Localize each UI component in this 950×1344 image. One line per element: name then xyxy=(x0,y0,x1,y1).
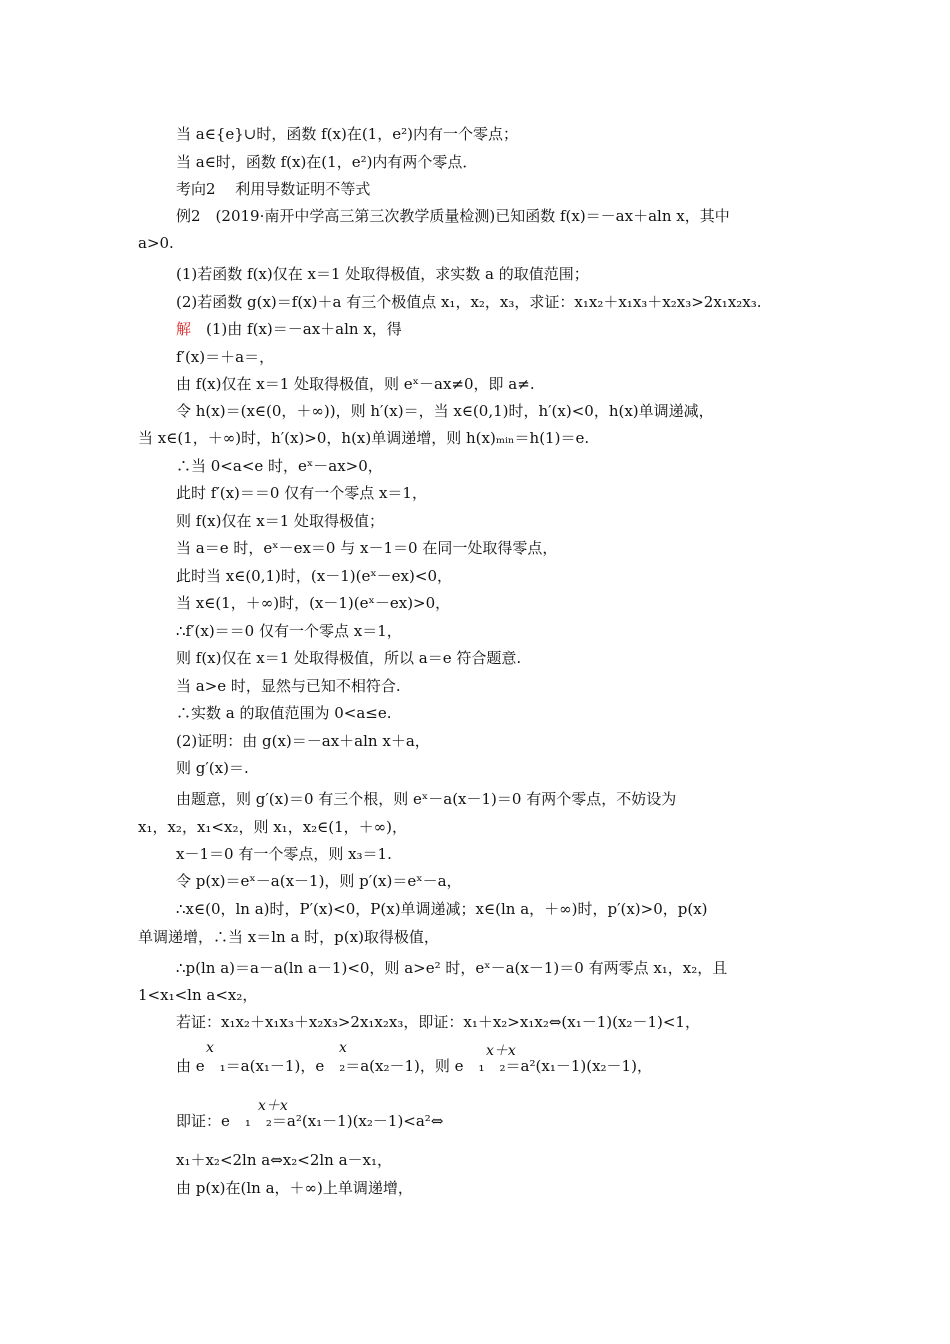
text-line: 令 p(x)＝eˣ－a(x－1)，则 p′(x)＝eˣ－a， xyxy=(176,872,462,890)
example-title: 例2 (2019·南开中学高三第三次教学质量检测)已知函数 f(x)＝－ax＋aln x，其中 xyxy=(176,207,730,225)
text-line: 则 f(x)仅在 x＝1 处取得极值，所以 a＝e 符合题意. xyxy=(176,649,522,667)
solution-text: (1)由 f(x)＝－ax＋aln x，得 xyxy=(206,320,402,338)
text-line: a>0. xyxy=(138,234,174,252)
exponent-x-plus-x: x＋x xyxy=(486,1043,516,1059)
question-1: (1)若函数 f(x)仅在 x＝1 处取得极值，求实数 a 的取值范围； xyxy=(176,265,589,283)
text-line: 此时 f′(x)＝＝0 仅有一个零点 x＝1， xyxy=(176,484,427,502)
text-line: x－1＝0 有一个零点，则 x₃＝1. xyxy=(176,845,392,863)
text-line: 当 x∈(1，＋∞)时，(x－1)(eˣ－ex)>0， xyxy=(176,594,451,612)
question-2: (2)若函数 g(x)＝f(x)＋a 有三个极值点 x₁，x₂，x₃，求证：x₁x₂＋x₁x₃＋x₂x₃>2x₁x₂x₃. xyxy=(176,293,762,311)
text-line: 1<x₁<ln a<x₂， xyxy=(138,986,258,1004)
text-line: 则 g′(x)＝. xyxy=(176,759,249,777)
text-line: 由 p(x)在(ln a，＋∞)上单调递增， xyxy=(176,1179,413,1197)
text-line: f′(x)＝＋a＝， xyxy=(176,348,275,366)
text-line: 当 a>e 时，显然与已知不相符合. xyxy=(176,677,401,695)
text-line: ∴当 0<a<e 时，eˣ－ax>0， xyxy=(176,457,383,475)
text-line: 此时当 x∈(0,1)时，(x－1)(eˣ－ex)<0， xyxy=(176,567,452,585)
text-line: 当 x∈(1，＋∞)时，h′(x)>0，h(x)单调递增，则 h(x)ₘᵢₙ＝h(1)＝e. xyxy=(138,429,590,447)
text-line: 由 e ₁＝a(x₁－1)，e ₂＝a(x₂－1)，则 e ₁ ₂＝a²(x₁－1)(x₂－1)， xyxy=(176,1057,652,1075)
exponent-x: x xyxy=(339,1040,347,1056)
exponent-x: x xyxy=(206,1040,214,1056)
text-line: x₁，x₂，x₁<x₂，则 x₁，x₂∈(1，＋∞)， xyxy=(138,818,408,836)
text-line: 当 a∈时，函数 f(x)在(1，e²)内有两个零点． xyxy=(176,153,478,171)
text-line: x₁＋x₂<2ln a⇔x₂<2ln a－x₁， xyxy=(176,1151,393,1169)
text-line: 单调递增，∴当 x＝ln a 时，p(x)取得极值， xyxy=(138,928,439,946)
text-line: ∴实数 a 的取值范围为 0<a≤e. xyxy=(176,704,392,722)
text-line: 则 f(x)仅在 x＝1 处取得极值； xyxy=(176,512,385,530)
text-line: (2)证明：由 g(x)＝－ax＋aln x＋a， xyxy=(176,732,430,750)
text-line: 即证：e ₁ ₂＝a²(x₁－1)(x₂－1)<a²⇔ xyxy=(176,1112,444,1130)
text-line: 由 f(x)仅在 x＝1 处取得极值，则 eˣ－ax≠0，即 a≠. xyxy=(176,375,535,393)
exponent-x-plus-x: x＋x xyxy=(258,1098,288,1114)
section-heading: 考向2 利用导数证明不等式 xyxy=(176,180,371,198)
text-line: ∴f′(x)＝＝0 仅有一个零点 x＝1， xyxy=(176,622,402,640)
text-line: 令 h(x)＝(x∈(0，＋∞))，则 h′(x)＝，当 x∈(0,1)时，h′(x)<0，h(x)单调递减， xyxy=(176,402,714,420)
text-line: 由题意，则 g′(x)＝0 有三个根，则 eˣ－a(x－1)＝0 有两个零点，不妨设为 xyxy=(176,790,677,808)
text-line: 当 a＝e 时，eˣ－ex＝0 与 x－1＝0 在同一处取得零点， xyxy=(176,539,558,557)
solution-label: 解 xyxy=(176,320,192,338)
text-line: ∴p(ln a)＝a－a(ln a－1)<0，则 a>e² 时，eˣ－a(x－1)＝0 有两零点 x₁，x₂，且 xyxy=(176,959,728,977)
solution-line xyxy=(176,319,402,339)
text-line: ∴x∈(0，ln a)时，P′(x)<0，P(x)单调递减；x∈(ln a，＋∞)时，p′(x)>0，p(x) xyxy=(176,900,708,918)
text-line: 若证：x₁x₂＋x₁x₃＋x₂x₃>2x₁x₂x₃，即证：x₁＋x₂>x₁x₂⇔(x₁－1)(x₂－1)<1， xyxy=(176,1013,700,1031)
text-line: 当 a∈{e}∪时，函数 f(x)在(1，e²)内有一个零点； xyxy=(176,125,518,143)
